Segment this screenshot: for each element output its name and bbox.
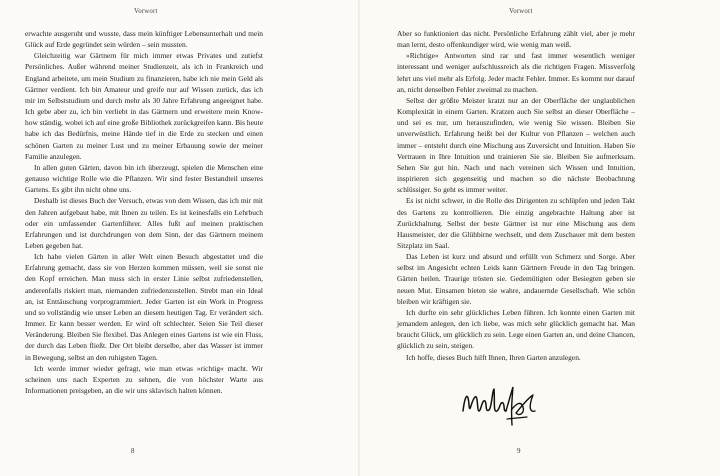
paragraph: Aber so funktioniert das nicht. Persönliche Erfahrung zählt viel, aber je mehr man lernt, desto offenkundiger wird, wie wenig man weiß. xyxy=(397,29,635,50)
paragraph: »Richtige« Antworten sind rar und fast immer wesentlich weniger interessant und weniger aufschlussreich als die richtigen Fragen. Missverfolg lehrt uns viel mehr als Erfolg. Jeder macht Fehler. Immer. Es kommt nur darauf an, nicht denselben Fehler zweimal zu machen. xyxy=(397,51,635,94)
handwritten-signature xyxy=(459,381,543,431)
paragraph: Gleichzeitig war Gärtnern für mich immer etwas Privates und zutiefst Persönliches. Außer während meiner Studienzeit, als ich in Frankreich und England arbeitete, um mein Studium zu finanzieren, habe ich nie mein Geld als Gärtner verdient. Ich bin Amateur und greife nur auf Wissen zurück, das ich mir im Selbststudium und durch mehr als 30 Jahre Erfahrung angeeignet habe. Ich gebe aber zu, ich bin verliebt in das Gärtnern und erweitere mein Know-how ständig, wobei ich auf eine große Bibliothek zurückgreifen kann. Bis heute habe ich das Bedürfnis, meine Hände tief in die Erde zu stecken und einen schönen Garten zu meiner Lust und zu meiner Erbauung sowie der meiner Familie anzulegen. xyxy=(25,51,263,161)
paragraph: Es ist nicht schwer, in die Rolle des Dirigenten zu schlüpfen und jeden Takt des Gartens zu kontrollieren. Die einzig angebrachte Haltung aber ist Zurückhaltung. Selbst der beste Gärtner ist nur eine Mischung aus dem Hausmeister, der die Glühbirne wechselt, und dem Zuschauer mit dem besten Sitzplatz im Saal. xyxy=(397,196,635,250)
running-head-right: Vorwort xyxy=(509,8,533,15)
left-body-text xyxy=(25,28,263,396)
paragraph: In allen guten Gärten, davon bin ich überzeugt, spielen die Menschen eine genauso wichtige Rolle wie die Pflanzen. Wir sind fester Bestandteil unseres Gartens. Es gibt ihn nicht ohne uns. xyxy=(25,162,263,195)
paragraph: Ich hoffe, dieses Buch hilft Ihnen, Ihren Garten anzulegen. xyxy=(406,352,581,362)
page-number-right: 9 xyxy=(517,447,521,455)
right-body-text xyxy=(397,28,635,363)
paragraph: Deshalb ist dieses Buch der Versuch, etwas von dem Wissen, das ich mir mit den Jahren aufgebaut habe, mit Ihnen zu teilen. Es ist keinesfalls ein Lehrbuch oder ein umfassender Gartenführer. Alles fußt auf meinen praktischen Erfahrungen und ist durchdrungen von dem Sinn, der das Gärtnern meinem Leben gegeben hat. xyxy=(25,196,263,250)
paragraph: Ich werde immer wieder gefragt, wie man etwas »richtig« macht. Wir scheinen uns nach Experten zu sehnen, die von höchster Warte aus Informationen preisgeben, an die wir uns sklavisch halten können. xyxy=(25,363,263,395)
paragraph: Das Leben ist kurz und absurd und erfüllt von Schmerz und Sorge. Aber selbst im Angesicht echten Leids kann Gärtnern Freude in den Tag bringen. Gärten heilen. Traurige trösten sie. Gedemütigten oder Besiegten geben sie neuen Mut. Einsamen bieten sie wahre, andauernde Gesellschaft. Wie schön bleiben wir kräftigen sie. xyxy=(397,252,635,306)
running-head-left: Vorwort xyxy=(134,8,158,15)
paragraph: Selbst der größte Meister kratzt nur an der Oberfläche der unglaublichen Komplexität in einem Garten. Kratzen auch Sie selbst an dieser Oberfläche – und sei es nur, um herauszufinden, wie wenig Sie wissen. Bleiben Sie unverwüstlich. Erfahrung heißt bei der Kultur von Pflanzen – welchen auch immer – entsteht durch eine Mischung aus Zuversicht und Intuition. Haben Sie Vertrauen in Ihre Intuition und trainieren Sie sie. Bleiben Sie aufmerksam. Sehen Sie gut hin. Nach und nach vereinen sich Wissen und Intuition, inspirieren sich gegenseitig und machen so die nächste Beobachtung schlüssiger. So geht es immer weiter. xyxy=(397,95,635,195)
paragraph: Ich durfte ein sehr glückliches Leben führen. Ich konnte einen Garten mit jemandem anlegen, den ich liebe, was mich sehr glücklich gemacht hat. Man braucht Glück, um glücklich zu sein. Lege einen Garten an, und deine Chancen, glücklich zu sein, steigen. xyxy=(397,307,635,351)
page-number-left: 8 xyxy=(131,447,135,455)
paragraph: erwachte ausgeruht und wusste, dass mein künftiger Lebensunterhalt und mein Glück auf Erde gegründet sein würden – sein mussten. xyxy=(25,29,263,50)
paragraph: Ich habe vielen Gärten in aller Welt einen Besuch abgestattet und die Erfahrung gemacht, dass sie von Herzen kommen müssen, weil sie sonst nie den Kopf erreichen. Man muss sich in erster Linie selbst zufriedenstellen, anderenfalls riskiert man, niemanden zufriedenzustellen. Strebt man ein Ideal an, ist Enttäuschung vorprogrammiert. Jeder Garten ist ein Work in Progress und so vollständig wie unser Leben an diesem heutigen Tag. Er verändert sich. Immer. Er kann besser werden. Er wird oft schlechter. Seien Sie Teil dieser Veränderung. Bleiben Sie flexibel. Das Anlegen eines Gartens ist wie ein Fluss, der durch das Leben fließt. Der Ort bleibt derselbe, aber das Wasser ist immer in Bewegung, selbst an den ruhigsten Tagen. xyxy=(25,252,263,362)
right-page xyxy=(360,0,720,476)
